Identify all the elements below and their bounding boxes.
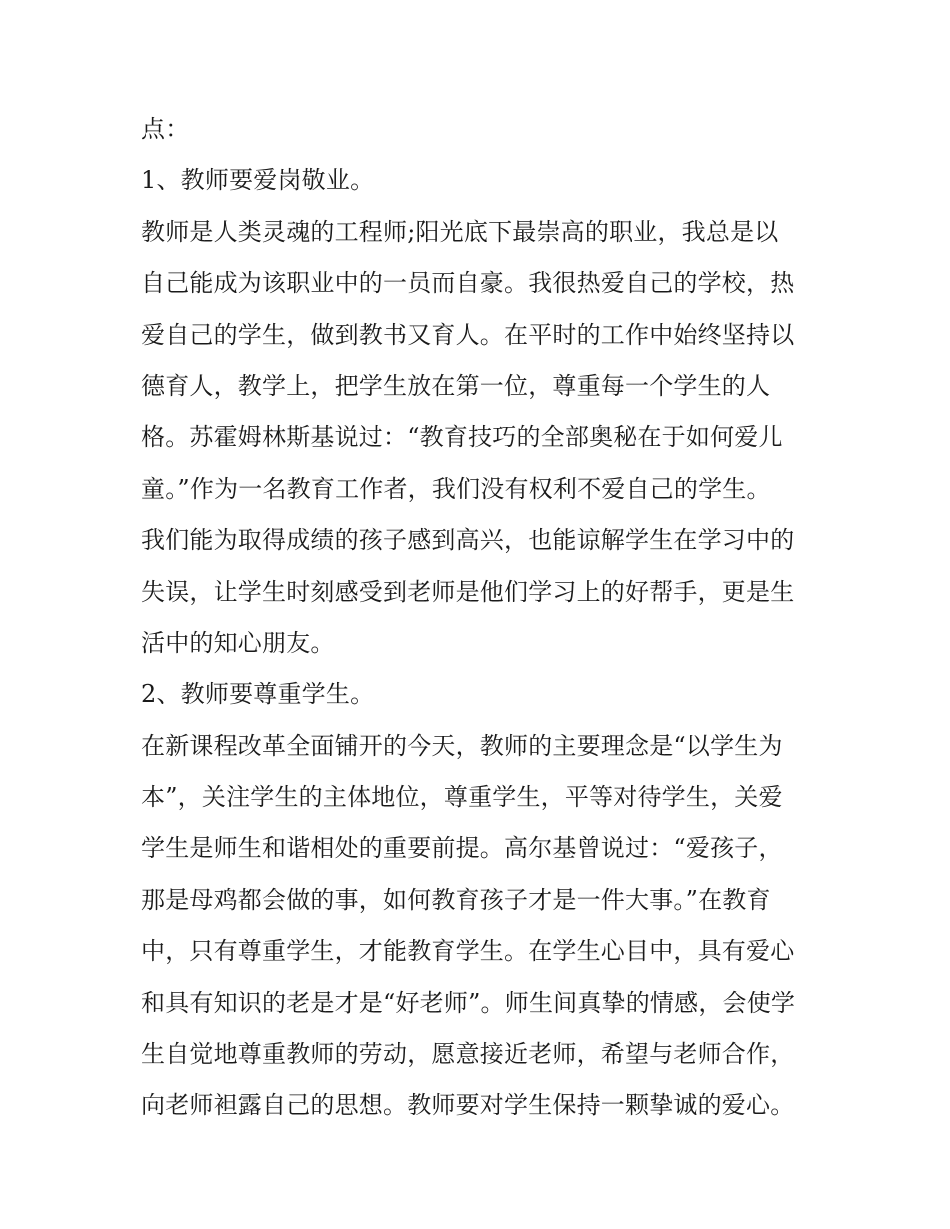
- section-heading: 1、教师要爱岗敬业。: [141, 166, 375, 195]
- text-line: 点：: [141, 115, 190, 143]
- text-line: 教师是人类灵魂的工程师;阳光底下最崇高的职业，我总是以: [141, 217, 779, 246]
- text-line: 和具有知识的老是才是“好老师”。师生间真挚的情感，会使学: [141, 988, 796, 1017]
- text-line: 中，只有尊重学生，才能教育学生。在学生心目中，具有爱心: [141, 937, 795, 966]
- text-line: 活中的知心朋友。: [141, 628, 335, 657]
- text-line: 童。”作为一名教育工作者，我们没有权利不爱自己的学生。: [141, 474, 771, 503]
- document-body: [141, 104, 821, 1132]
- text-line: 本”，关注学生的主体地位，尊重学生，平等对待学生，关爱: [141, 783, 783, 812]
- text-line: 学生是师生和谐相处的重要前提。高尔基曾说过：“爱孩子，: [141, 834, 783, 863]
- text-line: 格。苏霍姆林斯基说过：“教育技巧的全部奥秘在于如何爱儿: [141, 423, 783, 452]
- text-line: 那是母鸡都会做的事，如何教育孩子才是一件大事。”在教育: [141, 885, 771, 914]
- text-line: 向老师袒露自己的思想。教师要对学生保持一颗挚诚的爱心。: [141, 1091, 795, 1120]
- text-line: 自己能成为该职业中的一员而自豪。我很热爱自己的学校，热: [141, 269, 795, 298]
- text-line: 爱自己的学生，做到教书又育人。在平时的工作中始终坚持以: [141, 320, 795, 349]
- text-line: 在新课程改革全面铺开的今天，教师的主要理念是“以学生为: [141, 731, 783, 760]
- text-line: 失误，让学生时刻感受到老师是他们学习上的好帮手，更是生: [141, 577, 795, 606]
- text-line: 我们能为取得成绩的孩子感到高兴，也能谅解学生在学习中的: [141, 526, 795, 555]
- section-heading: 2、教师要尊重学生。: [141, 680, 375, 709]
- text-line: 生自觉地尊重教师的劳动，愿意接近老师，希望与老师合作，: [141, 1040, 795, 1069]
- text-line: 德育人，教学上，把学生放在第一位，尊重每一个学生的人: [141, 371, 771, 400]
